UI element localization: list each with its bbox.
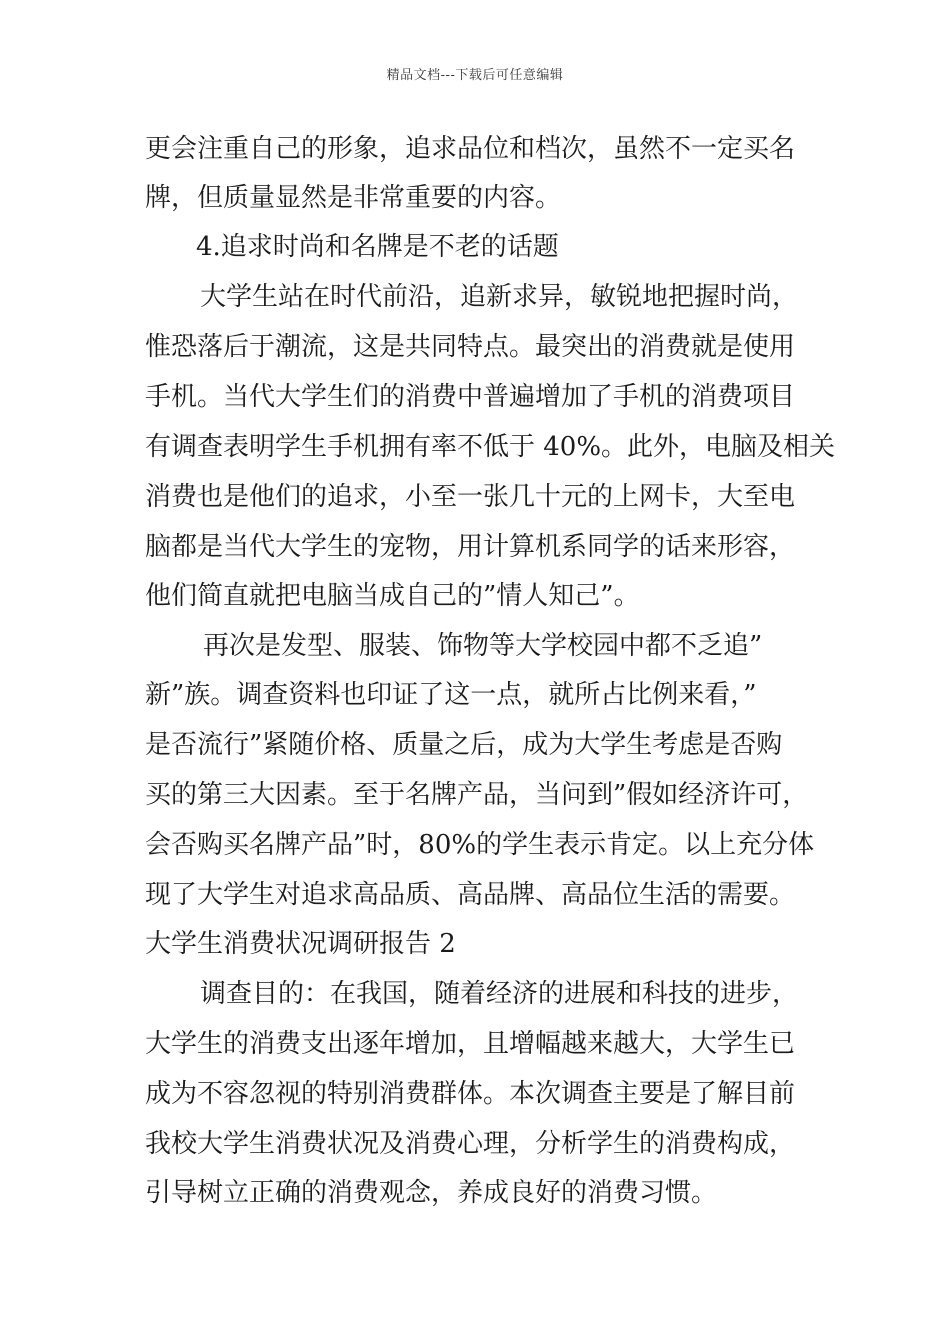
text-line: 脑都是当代大学生的宠物，用计算机系同学的话来形容，: [145, 532, 796, 562]
text-line: 再次是发型、服装、饰物等大学校园中都不乏追”: [203, 631, 763, 661]
text-line: 手机。当代大学生们的消费中普遍增加了手机的消费项目: [145, 382, 796, 412]
text-line: 买的第三大因素。至于名牌产品，当问到”假如经济许可，: [145, 780, 809, 810]
text-line: 成为不容忽视的特别消费群体。本次调查主要是了解目前: [145, 1079, 796, 1109]
text-line: 是否流行”紧随价格、质量之后，成为大学生考虑是否购: [145, 730, 783, 760]
section-heading: 4.追求时尚和名牌是不老的话题: [196, 232, 559, 262]
text-line: 现了大学生对追求高品质、高品牌、高品位生活的需要。: [145, 880, 796, 910]
text-line: 牌，但质量显然是非常重要的内容。: [145, 183, 562, 213]
text-line: 调查目的：在我国，随着经济的进展和科技的进步，: [200, 979, 799, 1009]
text-line: 更会注重自己的形象，追求品位和档次，虽然不一定买名: [145, 134, 796, 164]
text-line: 有调查表明学生手机拥有率不低于 40%。此外，电脑及相关: [145, 432, 836, 462]
text-line: 引导树立正确的消费观念，养成良好的消费习惯。: [145, 1178, 718, 1208]
text-line: 他们简直就把电脑当成自己的”情人知己”。: [145, 581, 640, 611]
text-line: 惟恐落后于潮流，这是共同特点。最突出的消费就是使用: [145, 332, 796, 362]
text-line: 大学生站在时代前沿，追新求异，敏锐地把握时尚，: [200, 282, 799, 312]
text-line: 我校大学生消费状况及消费心理，分析学生的消费构成，: [145, 1129, 796, 1159]
text-line: 会否购买名牌产品”时，80%的学生表示肯定。以上充分体: [145, 830, 815, 860]
text-line: 大学生的消费支出逐年增加，且增幅越来越大，大学生已: [145, 1029, 796, 1059]
section-title: 大学生消费状况调研报告 2: [145, 929, 456, 959]
text-line: 新”族。调查资料也印证了这一点，就所占比例来看，”: [145, 680, 757, 710]
text-line: 消费也是他们的追求，小至一张几十元的上网卡，大至电: [145, 482, 796, 512]
page-header: 精品文档---下载后可任意编辑: [386, 68, 564, 83]
